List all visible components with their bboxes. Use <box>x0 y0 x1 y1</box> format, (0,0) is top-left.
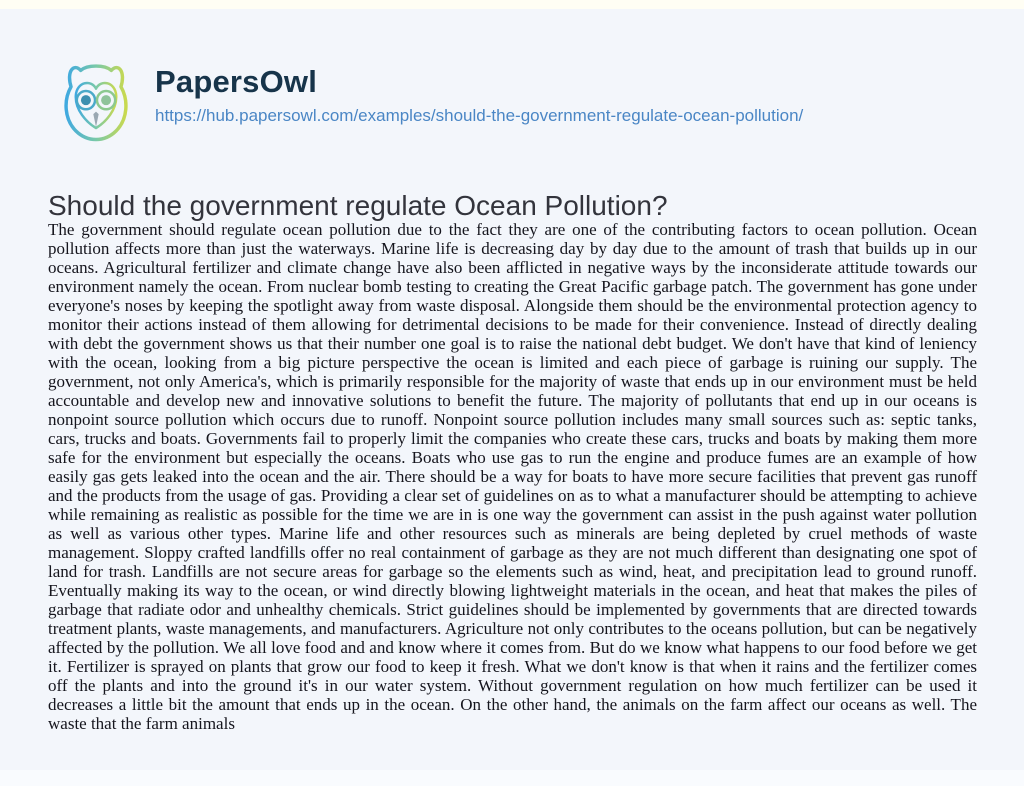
article-title: Should the government regulate Ocean Pollution? <box>48 189 668 221</box>
brand-title: PapersOwl <box>155 64 318 99</box>
owl-logo-icon <box>45 56 147 152</box>
header <box>45 54 985 154</box>
article-body: The government should regulate ocean pollution due to the fact they are one of the contributing factors to ocean pollution. Ocean pollution affects more than just the waterways. Marine life is decreasing day by day due to the amount of trash that builds up in our oceans. Agricultural fertilizer and climate change have also been afflicted in negative ways by the inconsiderate attitude towards our environment namely the ocean. From nuclear bomb testing to creating the Great Pacific garbage patch. The government has gone under everyone's noses by keeping the spotlight away from waste disposal. Alongside them should be the environmental protection agency to monitor their actions instead of them allowing for detrimental decisions to be made for their convenience. Instead of directly dealing with debt the government shows us that their number one goal is to raise the national debt budget. We don't have that kind of leniency with the ocean, looking from a big picture perspective the ocean is limited and each piece of garbage is ruining our supply. The government, not only America's, which is primarily responsible for the majority of waste that ends up in our environment must be held accountable and develop new and innovative solutions to benefit the future. The majority of pollutants that end up in our oceans is nonpoint source pollution which occurs due to runoff. Nonpoint source pollution includes many small sources such as: septic tanks, cars, trucks and boats. Governments fail to properly limit the companies who create these cars, trucks and boats by making them more safe for the environment but especially the oceans. Boats who use gas to run the engine and produce fumes are an example of how easily gas gets leaked into the ocean and the air. There should be a way for boats to have more secure facilities that prevent gas runoff and the products from the usage of gas. Providing a clear set of guidelines on as to what a manufacturer should be attempting to achieve while remaining as realistic as possible for the time we are in is one way the government can assist in the push against water pollution as well as various other types. Marine life and other resources such as minerals are being depleted by cruel methods of waste management. Sloppy crafted landfills offer no real containment of garbage as they are not much different than designating one spot of land for trash. Landfills are not secure areas for garbage so the elements such as wind, heat, and precipitation lead to ground runoff. Eventually making its way to the ocean, or wind directly blowing lightweight materials in the ocean, and heat that makes the piles of garbage that radiate odor and unhealthy chemicals. Strict guidelines should be implemented by governments that are directed towards treatment plants, waste managements, and manufacturers. Agriculture not only contributes to the oceans pollution, but can be negatively affected by the pollution. We all love food and and know where it comes from. But do we know what happens to our food before we get it. Fertilizer is sprayed on plants that grow our food to keep it fresh. What we don't know is that when it rains and the fertilizer comes off the plants and into the ground it's in our water system. Without government regulation on how much fertilizer can be used it decreases a little bit the amount that ends up in the ocean. On the other hand, the animals on the farm affect our oceans as well. The waste that the farm animals <box>48 220 977 733</box>
page-url-link[interactable]: https://hub.papersowl.com/examples/should-the-government-regulate-ocean-pollution/ <box>155 106 804 125</box>
top-strip <box>0 0 1024 9</box>
bottom-strip <box>0 770 1024 786</box>
